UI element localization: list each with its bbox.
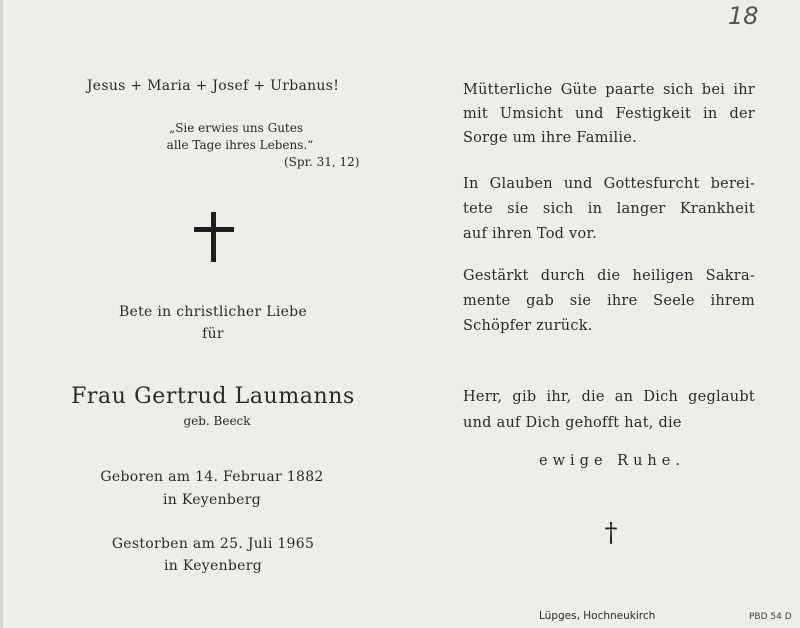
prayer-line-2: für (202, 326, 224, 342)
invocation: Jesus + Maria + Josef + Urbanus! (86, 78, 340, 94)
card-edge (0, 0, 3, 628)
card-code: PBD 54 D (749, 612, 792, 622)
text-line: In Glauben und Gottesfurcht berei- (463, 176, 755, 192)
text-line: Schöpfer zurück. (463, 318, 593, 334)
text-line: Herr, gib ihr, die an Dich geglaubt (463, 389, 755, 405)
small-cross-icon: † (604, 518, 618, 548)
paragraph-4 (463, 384, 755, 436)
birth-place: in Keyenberg (162, 492, 262, 508)
quote-line-2: alle Tage ihres Lebens.“ (166, 138, 314, 152)
text-line: Sorge um ihre Familie. (463, 130, 637, 146)
text-line: auf ihren Tod vor. (463, 226, 597, 242)
prayer-line-1: Bete in christlicher Liebe (118, 304, 308, 320)
maiden-name: geb. Beeck (183, 414, 251, 428)
text-line: tete sie sich in langer Krankheit (463, 201, 755, 217)
text-line: Gestärkt durch die heiligen Sakra- (463, 268, 755, 284)
deceased-name: Frau Gertrud Laumanns (71, 384, 355, 409)
paragraph-3 (463, 264, 755, 339)
text-line: und auf Dich gehofft hat, die (463, 415, 682, 431)
cross-icon (194, 212, 234, 262)
eternal-rest: ewige Ruhe. (539, 453, 685, 469)
death-date: Gestorben am 25. Juli 1965 (111, 536, 315, 552)
text-line: Mütterliche Güte paarte sich bei ihr (463, 82, 755, 98)
birth-date: Geboren am 14. Februar 1882 (100, 469, 324, 485)
printer-credit: Lüpges, Hochneukirch (539, 610, 656, 622)
handwritten-number: 18 (728, 2, 759, 30)
quote-line-1: „Sie erwies uns Gutes (168, 121, 304, 135)
death-place: in Keyenberg (163, 558, 263, 574)
text-line: mit Umsicht und Festigkeit in der (463, 106, 755, 122)
quote-reference: (Spr. 31, 12) (284, 155, 360, 169)
paragraph-2 (463, 172, 755, 247)
text-line: mente gab sie ihre Seele ihrem (463, 293, 755, 309)
paragraph-1 (463, 78, 755, 150)
